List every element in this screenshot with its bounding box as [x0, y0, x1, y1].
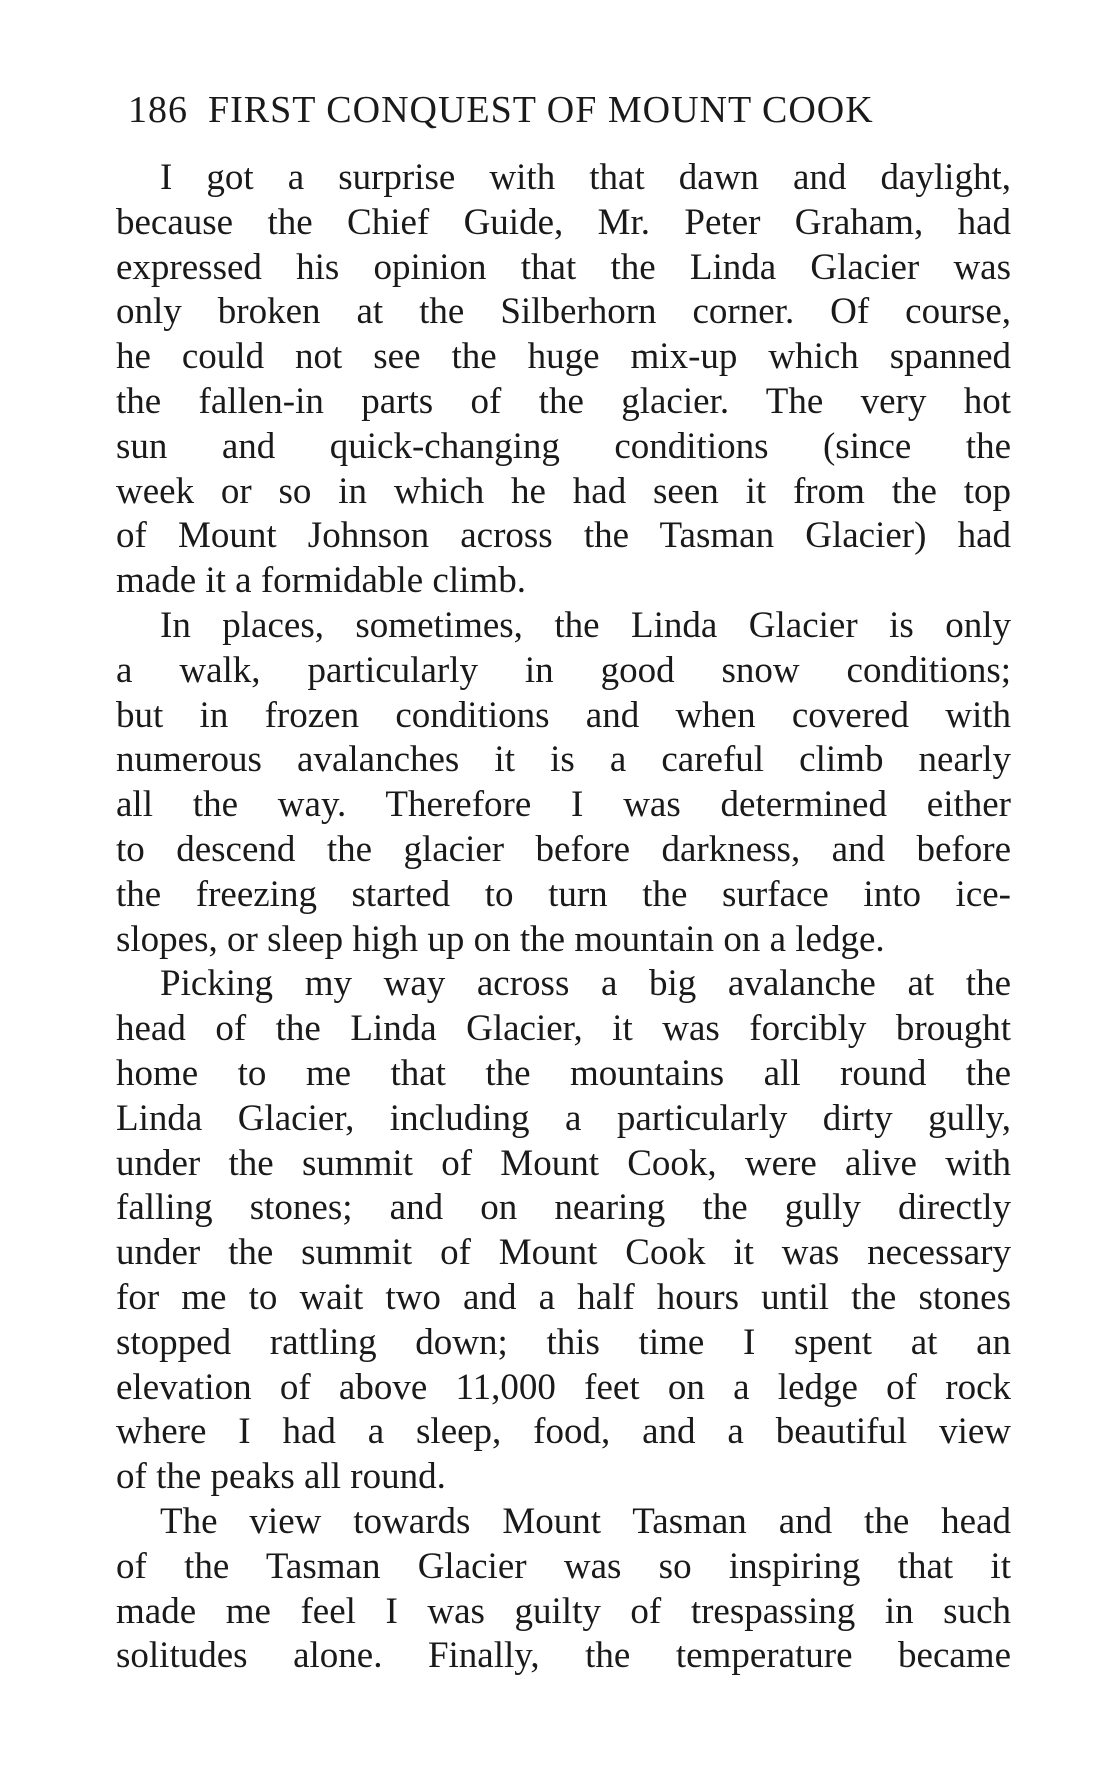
text-line: under the summit of Mount Cook it was necessary: [116, 1232, 1011, 1274]
text-line: the fallen-in parts of the glacier. The very hot: [116, 380, 1011, 422]
body-text: [116, 156, 1011, 1679]
text-line: for me to wait two and a half hours until the stones: [116, 1276, 1011, 1318]
running-title: FIRST CONQUEST OF MOUNT COOK: [208, 89, 874, 131]
text-line: In places, sometimes, the Linda Glacier is only: [160, 604, 1011, 646]
text-line: only broken at the Silberhorn corner. Of course,: [116, 291, 1011, 333]
text-line: week or so in which he had seen it from the top: [116, 470, 1011, 512]
text-line: he could not see the huge mix-up which spanned: [116, 336, 1011, 378]
text-line: stopped rattling down; this time I spent at an: [116, 1321, 1011, 1363]
text-line: of Mount Johnson across the Tasman Glacier) had: [116, 515, 1011, 557]
text-line: made it a formidable climb.: [116, 560, 526, 602]
text-line: where I had a sleep, food, and a beautiful view: [116, 1411, 1011, 1453]
paragraph-1: [116, 156, 1011, 604]
text-line: all the way. Therefore I was determined either: [116, 784, 1011, 826]
paragraph-4: [116, 1500, 1011, 1679]
text-line: expressed his opinion that the Linda Glacier was: [116, 246, 1011, 288]
text-line: but in frozen conditions and when covered with: [116, 694, 1011, 736]
text-line: Picking my way across a big avalanche at the: [160, 963, 1011, 1005]
text-line: elevation of above 11,000 feet on a ledge of rock: [116, 1366, 1011, 1408]
text-line: to descend the glacier before darkness, and before: [116, 828, 1011, 870]
text-line: because the Chief Guide, Mr. Peter Graham, had: [116, 201, 1011, 243]
text-line: slopes, or sleep high up on the mountain on a ledge.: [116, 918, 885, 960]
text-line: I got a surprise with that dawn and daylight,: [160, 157, 1011, 198]
text-line: Linda Glacier, including a particularly dirty gully,: [116, 1097, 1011, 1139]
text-line: The view towards Mount Tasman and the head: [160, 1500, 1011, 1542]
text-line: a walk, particularly in good snow conditions;: [116, 649, 1011, 691]
running-header: [128, 88, 1008, 138]
page-number: 186: [128, 89, 188, 131]
text-line: the freezing started to turn the surface into ice-: [116, 873, 1011, 915]
text-line: sun and quick-changing conditions (since the: [116, 425, 1011, 467]
text-line: head of the Linda Glacier, it was forcibly brought: [116, 1008, 1011, 1050]
text-line: under the summit of Mount Cook, were alive with: [116, 1142, 1011, 1184]
paragraph-3: [116, 962, 1011, 1500]
text-line: of the Tasman Glacier was so inspiring that it: [116, 1545, 1011, 1587]
text-line: numerous avalanches it is a careful climb nearly: [116, 739, 1011, 781]
text-line: made me feel I was guilty of trespassing in such: [116, 1590, 1011, 1632]
text-line: solitudes alone. Finally, the temperature became: [116, 1635, 1011, 1677]
text-line: falling stones; and on nearing the gully directly: [116, 1187, 1011, 1229]
paragraph-2: [116, 604, 1011, 962]
text-line: home to me that the mountains all round the: [116, 1052, 1011, 1094]
text-line: of the peaks all round.: [116, 1456, 446, 1498]
